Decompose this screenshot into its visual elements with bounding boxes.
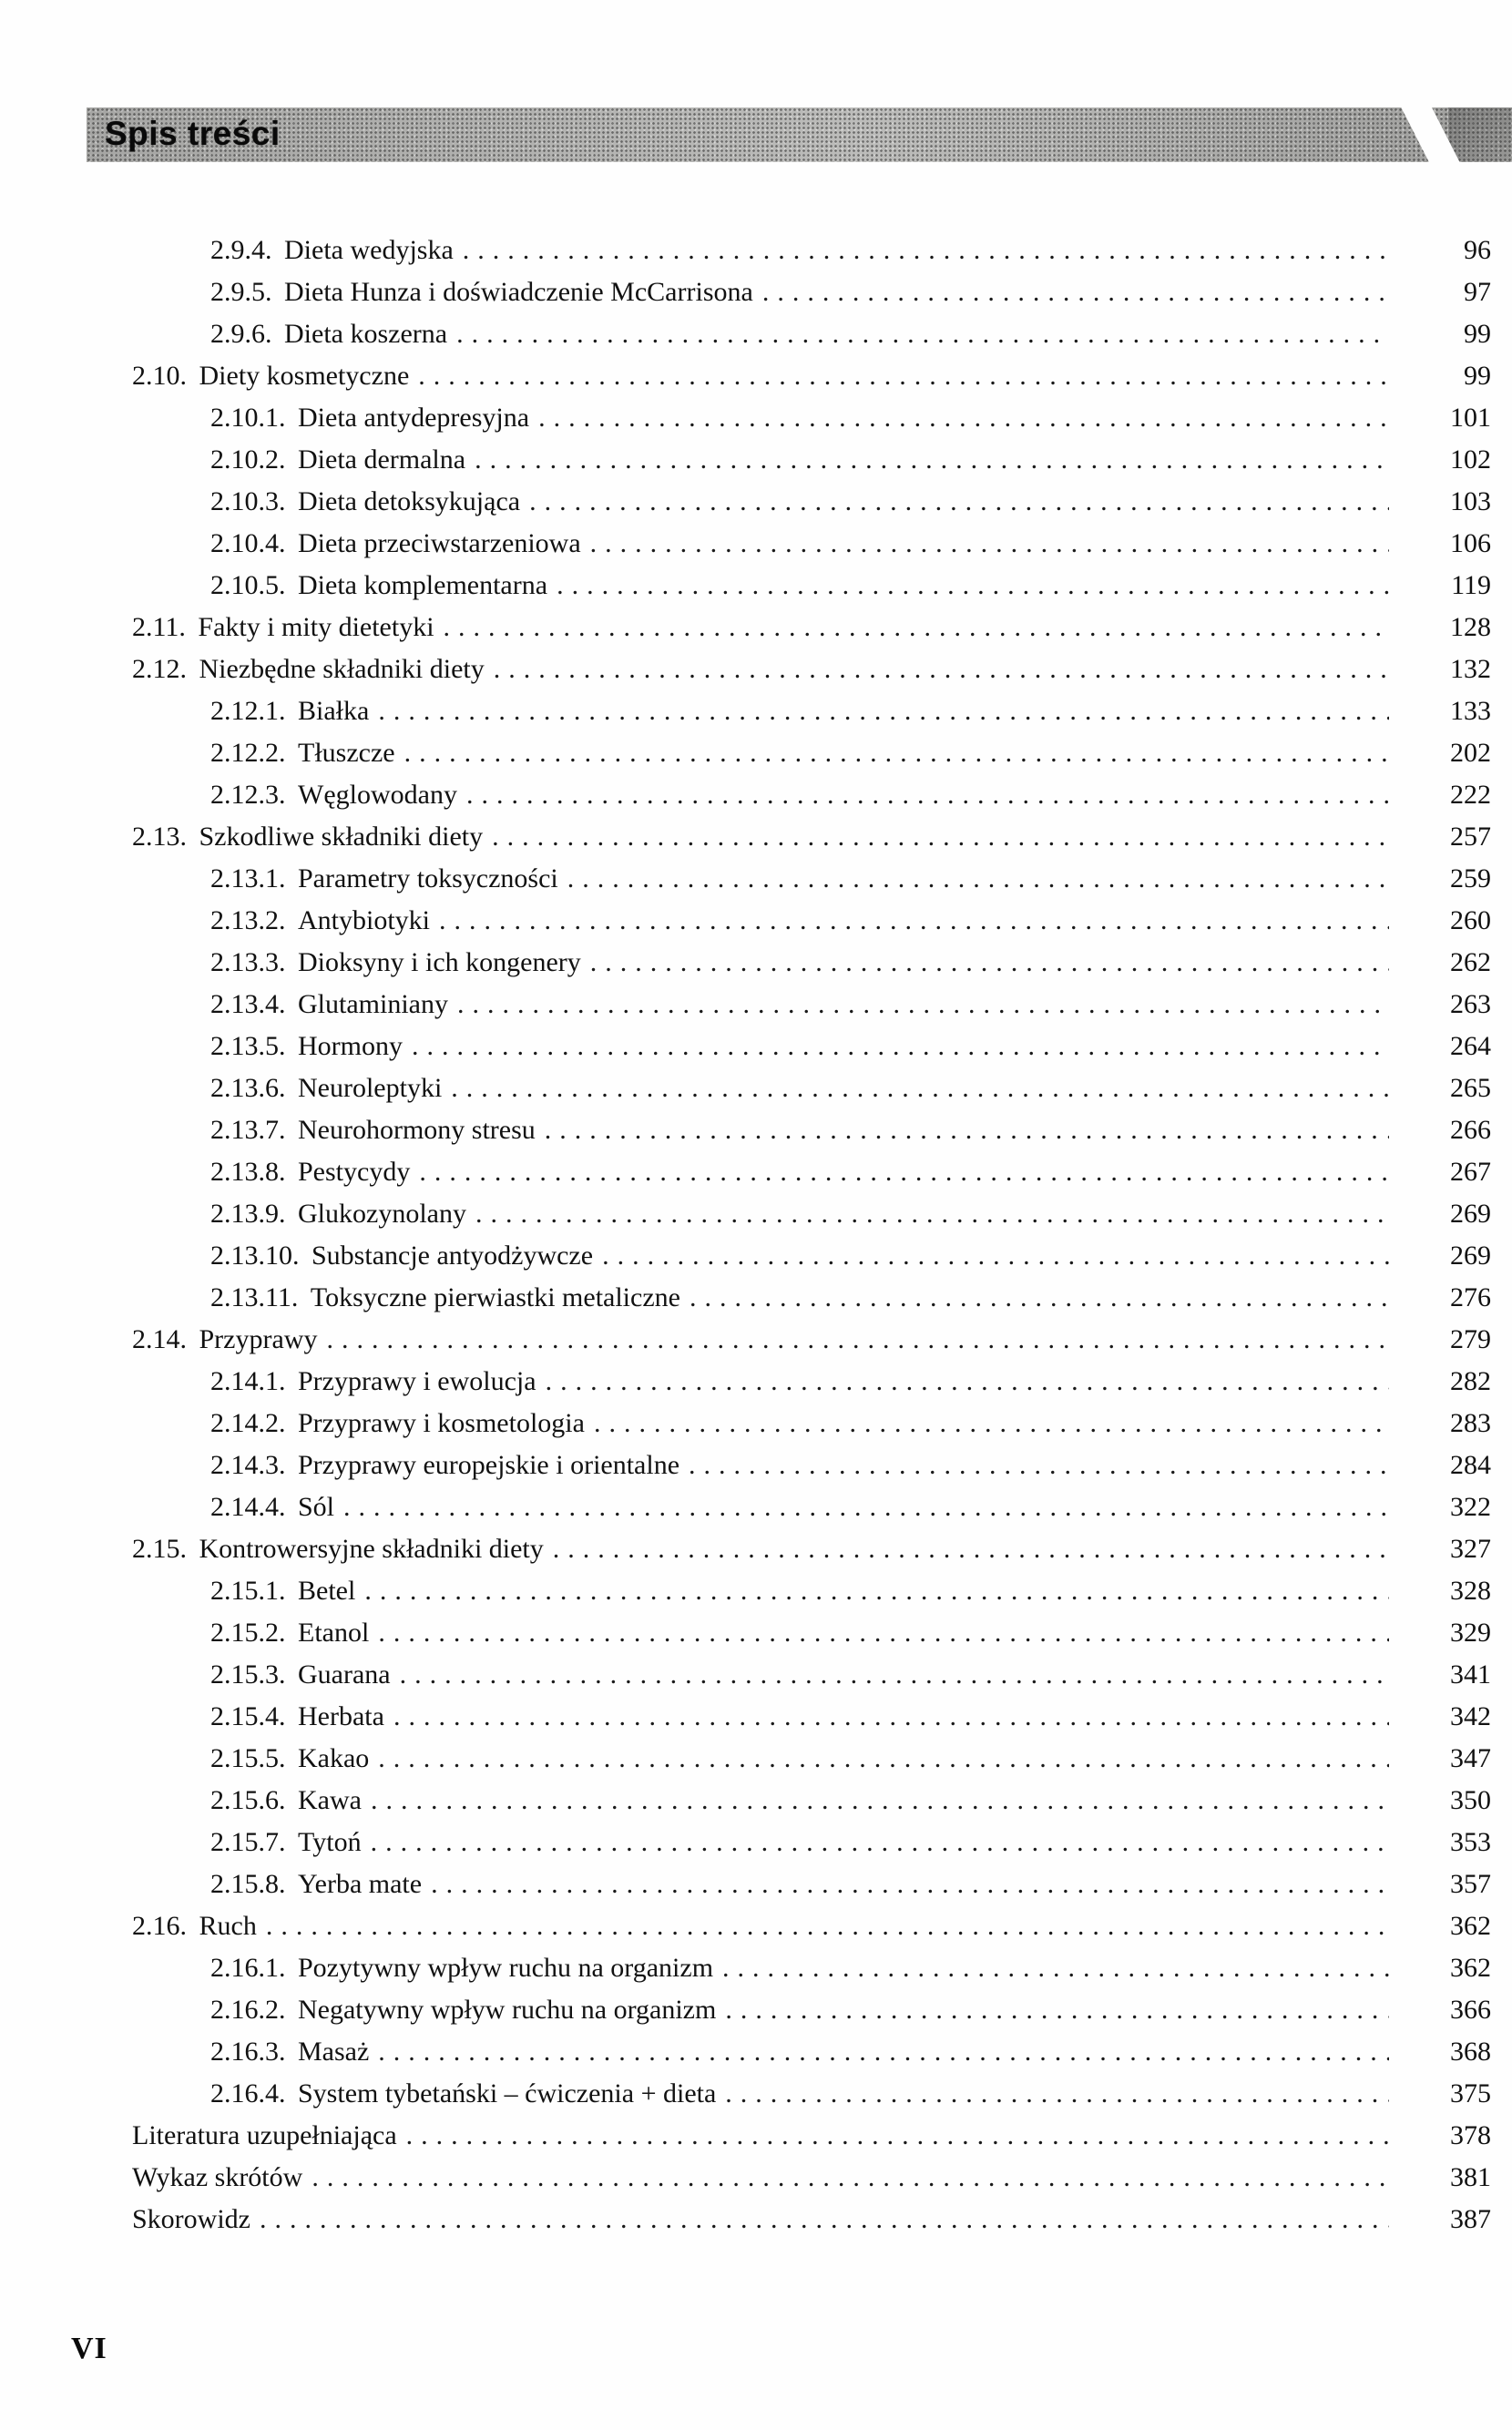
toc-leader-dots [545,1109,1389,1151]
toc-leader-dots [451,1067,1389,1109]
toc-entry-page: 366 [1450,1995,1491,2025]
toc-entry-title: Przyprawy i ewolucja [298,1366,536,1396]
toc-leader-dots [457,984,1389,1026]
toc-entry-title: System tybetański – ćwiczenia + dieta [298,2078,717,2108]
toc-entry-title: Dieta antydepresyjna [298,403,530,433]
toc-entry [132,816,1491,858]
toc-entry-page: 202 [1450,738,1491,768]
toc-entry-page: 267 [1450,1157,1491,1187]
toc-entry-page: 283 [1450,1408,1491,1438]
toc-entry-number: 2.15.1. [210,1576,286,1606]
toc-entry-page: 102 [1450,444,1491,475]
toc-entry-page: 265 [1450,1073,1491,1103]
folio-page-number: VI [71,2332,107,2365]
toc-entry-page: 269 [1450,1199,1491,1229]
toc-entry-title: Wykaz skrótów [132,2162,303,2192]
toc-leader-dots [689,1445,1389,1486]
toc-entry [132,942,1491,984]
toc-entry-title: Dieta dermalna [298,444,466,475]
toc-leader-dots [722,1947,1389,1989]
toc-entry-number: 2.14.4. [210,1492,286,1522]
toc-entry [132,1277,1491,1319]
toc-entry-page: 262 [1450,947,1491,977]
toc-entry-number: 2.10. [132,361,187,391]
toc-entry [132,984,1491,1026]
toc-entry [132,648,1491,690]
toc-entry-number: 2.15.2. [210,1618,286,1648]
toc-leader-dots [475,1193,1389,1235]
toc-entry [132,858,1491,900]
toc-entry [132,1026,1491,1067]
toc-entry-page: 387 [1450,2204,1491,2234]
toc-entry [132,1570,1491,1612]
toc-leader-dots [326,1319,1389,1361]
toc-entry-number: 2.10.1. [210,403,286,433]
toc-entry-number: 2.12.2. [210,738,286,768]
toc-entry-page: 266 [1450,1115,1491,1145]
toc-entry-page: 347 [1450,1743,1491,1773]
toc-list [132,230,1491,2241]
toc-entry-title: Toksyczne pierwiastki metaliczne [310,1282,680,1312]
toc-entry [132,1067,1491,1109]
toc-entry-title: Białka [298,696,370,726]
toc-entry [132,2115,1491,2157]
toc-entry [132,1738,1491,1780]
toc-leader-dots [567,858,1389,900]
toc-entry-number: 2.13. [132,822,187,852]
toc-leader-dots [553,1528,1389,1570]
toc-leader-dots [590,523,1389,565]
toc-leader-dots [400,1654,1389,1696]
toc-leader-dots [494,648,1389,690]
toc-entry-number: 2.13.8. [210,1157,286,1187]
toc-leader-dots [419,1151,1389,1193]
toc-entry-number: 2.12.1. [210,696,286,726]
toc-entry [132,439,1491,481]
toc-entry-page: 133 [1450,696,1491,726]
toc-entry-number: 2.16.1. [210,1953,286,1983]
toc-leader-dots [266,1905,1389,1947]
toc-entry-page: 276 [1450,1282,1491,1312]
toc-leader-dots [492,816,1389,858]
toc-entry [132,1822,1491,1863]
toc-entry-title: Literatura uzupełniająca [132,2120,397,2150]
toc-leader-dots [260,2199,1389,2241]
toc-entry-page: 128 [1450,612,1491,642]
toc-entry-title: Skorowidz [132,2204,250,2234]
toc-entry-title: Hormony [298,1031,403,1061]
toc-leader-dots [463,230,1389,271]
toc-entry-number: 2.15.6. [210,1785,286,1815]
toc-entry-page: 341 [1450,1659,1491,1690]
toc-entry-title: Tłuszcze [298,738,395,768]
toc-entry-number: 2.12. [132,654,187,684]
toc-entry-number: 2.10.2. [210,444,286,475]
toc-entry-number: 2.15.5. [210,1743,286,1773]
toc-leader-dots [439,900,1389,942]
toc-entry [132,1319,1491,1361]
toc-entry-title: Pestycydy [298,1157,411,1187]
toc-entry-title: Betel [298,1576,356,1606]
toc-entry-page: 101 [1450,403,1491,433]
toc-entry-number: 2.9.4. [210,235,272,265]
toc-entry-page: 353 [1450,1827,1491,1857]
toc-entry [132,1486,1491,1528]
toc-leader-dots [602,1235,1389,1277]
toc-entry-title: Dieta przeciwstarzeniowa [298,528,581,558]
toc-entry-page: 368 [1450,2037,1491,2067]
toc-entry-number: 2.13.2. [210,905,286,935]
toc-entry-number: 2.15.8. [210,1869,286,1899]
toc-leader-dots [725,1989,1389,2031]
toc-entry [132,1696,1491,1738]
toc-entry-number: 2.16.3. [210,2037,286,2067]
toc-entry [132,690,1491,732]
toc-entry [132,1528,1491,1570]
toc-entry-number: 2.11. [132,612,186,642]
toc-entry-title: Dieta Hunza i doświadczenie McCarrisona [284,277,753,307]
toc-entry [132,565,1491,607]
toc-entry [132,607,1491,648]
toc-entry [132,481,1491,523]
toc-entry [132,2199,1491,2241]
toc-entry-number: 2.12.3. [210,780,286,810]
toc-leader-dots [475,439,1389,481]
toc-entry [132,1193,1491,1235]
toc-leader-dots [690,1277,1389,1319]
toc-entry [132,271,1491,313]
toc-entry-number: 2.13.6. [210,1073,286,1103]
toc-entry-page: 259 [1450,863,1491,893]
toc-leader-dots [364,1570,1389,1612]
toc-entry-page: 269 [1450,1241,1491,1271]
toc-entry-number: 2.14.2. [210,1408,286,1438]
toc-leader-dots [444,607,1389,648]
banner-corner-shade [1448,107,1512,162]
toc-entry-title: Glutaminiany [298,989,448,1019]
toc-entry [132,1445,1491,1486]
toc-entry-page: 322 [1450,1492,1491,1522]
toc-entry [132,1989,1491,2031]
toc-entry-title: Yerba mate [298,1869,423,1899]
toc-leader-dots [404,732,1389,774]
toc-entry-title: Diety kosmetyczne [199,361,410,391]
toc-leader-dots [431,1863,1389,1905]
toc-entry [132,230,1491,271]
toc-entry-page: 381 [1450,2162,1491,2192]
toc-entry-page: 282 [1450,1366,1491,1396]
toc-entry-title: Tytoń [298,1827,362,1857]
toc-entry-title: Dieta koszerna [284,319,448,349]
toc-leader-dots [371,1822,1389,1863]
toc-leader-dots [762,271,1389,313]
toc-leader-dots [725,2073,1389,2115]
toc-entry [132,397,1491,439]
toc-entry-number: 2.13.1. [210,863,286,893]
toc-entry-title: Neuroleptyki [298,1073,443,1103]
toc-entry-page: 378 [1450,2120,1491,2150]
toc-entry-number: 2.15. [132,1534,187,1564]
toc-entry [132,1780,1491,1822]
toc-entry-number: 2.13.10. [210,1241,300,1271]
toc-entry-title: Przyprawy i kosmetologia [298,1408,585,1438]
toc-entry-title: Kawa [298,1785,362,1815]
toc-entry-page: 132 [1450,654,1491,684]
toc-entry [132,1151,1491,1193]
toc-entry-number: 2.13.11. [210,1282,299,1312]
toc-entry-page: 284 [1450,1450,1491,1480]
toc-entry-page: 362 [1450,1911,1491,1941]
toc-entry-title: Węglowodany [298,780,457,810]
toc-entry-page: 279 [1450,1324,1491,1354]
toc-entry [132,774,1491,816]
toc-leader-dots [378,2031,1389,2073]
header-banner [87,107,1512,162]
toc-entry [132,900,1491,942]
toc-entry-page: 264 [1450,1031,1491,1061]
toc-entry-number: 2.10.3. [210,486,286,516]
toc-entry-page: 342 [1450,1701,1491,1731]
toc-entry-page: 328 [1450,1576,1491,1606]
toc-entry-title: Herbata [298,1701,384,1731]
toc-entry-number: 2.14.1. [210,1366,286,1396]
toc-entry-number: 2.13.9. [210,1199,286,1229]
toc-entry-page: 103 [1450,486,1491,516]
toc-leader-dots [343,1486,1389,1528]
toc-entry-number: 2.10.4. [210,528,286,558]
toc-entry-number: 2.16.4. [210,2078,286,2108]
toc-entry-title: Przyprawy europejskie i orientalne [298,1450,680,1480]
toc-entry-number: 2.10.5. [210,570,286,600]
toc-entry-page: 97 [1464,277,1491,307]
toc-entry-title: Parametry toksyczności [298,863,558,893]
toc-entry [132,1361,1491,1403]
toc-entry-title: Fakty i mity dietetyki [198,612,434,642]
toc-entry-title: Antybiotyki [298,905,431,935]
toc-entry-title: Dieta wedyjska [284,235,454,265]
toc-leader-dots [378,1612,1389,1654]
toc-entry [132,1654,1491,1696]
toc-entry-title: Neurohormony stresu [298,1115,536,1145]
toc-entry-number: 2.9.6. [210,319,272,349]
toc-entry [132,355,1491,397]
toc-entry-page: 357 [1450,1869,1491,1899]
toc-leader-dots [594,1403,1389,1445]
toc-entry-title: Przyprawy [199,1324,318,1354]
toc-entry-number: 2.13.7. [210,1115,286,1145]
toc-entry-title: Dieta detoksykująca [298,486,521,516]
toc-entry-page: 350 [1450,1785,1491,1815]
toc-entry-number: 2.14. [132,1324,187,1354]
toc-entry [132,1947,1491,1989]
toc-entry-title: Substancje antyodżywcze [312,1241,594,1271]
toc-entry [132,1109,1491,1151]
toc-entry-page: 222 [1450,780,1491,810]
toc-entry-number: 2.16. [132,1911,187,1941]
toc-leader-dots [546,1361,1389,1403]
toc-entry [132,1863,1491,1905]
toc-entry [132,1403,1491,1445]
toc-leader-dots [406,2115,1389,2157]
toc-entry-title: Dioksyny i ich kongenery [298,947,581,977]
toc-entry-number: 2.13.4. [210,989,286,1019]
toc-entry-page: 260 [1450,905,1491,935]
toc-leader-dots [456,313,1389,355]
toc-entry-title: Ruch [199,1911,257,1941]
toc-entry-page: 96 [1464,235,1491,265]
toc-entry-page: 106 [1450,528,1491,558]
toc-entry-page: 257 [1450,822,1491,852]
toc-leader-dots [378,690,1389,732]
toc-entry-page: 362 [1450,1953,1491,1983]
banner-slash-decoration [1398,107,1468,162]
toc-entry [132,313,1491,355]
toc-leader-dots [378,1738,1389,1780]
toc-entry-page: 99 [1464,361,1491,391]
toc-entry-title: Kakao [298,1743,370,1773]
toc-entry-number: 2.13.5. [210,1031,286,1061]
toc-leader-dots [466,774,1389,816]
toc-entry [132,732,1491,774]
toc-entry-title: Glukozynolany [298,1199,466,1229]
toc-leader-dots [371,1780,1389,1822]
toc-entry-title: Masaż [298,2037,370,2067]
toc-entry-title: Dieta komplementarna [298,570,548,600]
toc-entry-page: 119 [1451,570,1491,600]
toc-entry-title: Negatywny wpływ ruchu na organizm [298,1995,717,2025]
toc-entry [132,523,1491,565]
toc-leader-dots [418,355,1389,397]
toc-entry-title: Etanol [298,1618,370,1648]
toc-entry-page: 375 [1450,2078,1491,2108]
toc-leader-dots [590,942,1389,984]
toc-entry [132,1612,1491,1654]
toc-leader-dots [529,481,1389,523]
toc-entry-title: Sól [298,1492,335,1522]
toc-leader-dots [557,565,1389,607]
toc-entry-number: 2.16.2. [210,1995,286,2025]
toc-entry-number: 2.15.7. [210,1827,286,1857]
toc-entry-title: Pozytywny wpływ ruchu na organizm [298,1953,714,1983]
toc-entry-number: 2.9.5. [210,277,272,307]
toc-entry-page: 263 [1450,989,1491,1019]
page-title: Spis treści [105,115,281,153]
toc-leader-dots [412,1026,1389,1067]
toc-entry [132,2031,1491,2073]
toc-entry-title: Guarana [298,1659,391,1690]
toc-leader-dots [393,1696,1389,1738]
toc-entry [132,1235,1491,1277]
toc-leader-dots [538,397,1389,439]
toc-entry [132,2157,1491,2199]
toc-entry-page: 327 [1450,1534,1491,1564]
toc-entry-page: 99 [1464,319,1491,349]
toc-entry [132,2073,1491,2115]
toc-entry-number: 2.13.3. [210,947,286,977]
toc-entry-title: Niezbędne składniki diety [199,654,485,684]
toc-entry [132,1905,1491,1947]
toc-entry-number: 2.14.3. [210,1450,286,1480]
toc-entry-title: Szkodliwe składniki diety [199,822,484,852]
toc-entry-page: 329 [1450,1618,1491,1648]
toc-entry-number: 2.15.4. [210,1701,286,1731]
toc-entry-title: Kontrowersyjne składniki diety [199,1534,544,1564]
toc-leader-dots [312,2157,1389,2199]
toc-entry-number: 2.15.3. [210,1659,286,1690]
